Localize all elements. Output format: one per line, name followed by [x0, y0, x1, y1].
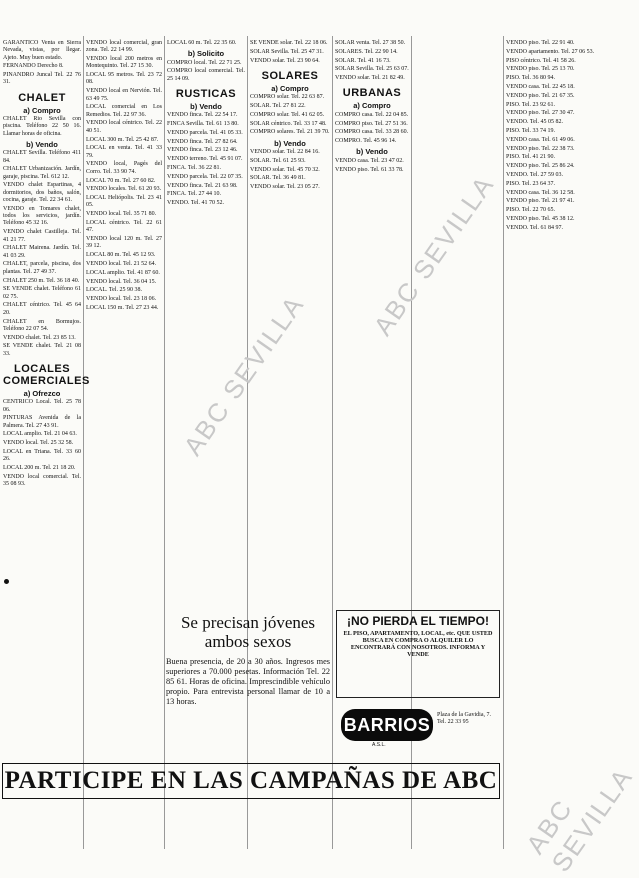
classified-ad: LOCAL amplio. Tel. 21 04 63.: [3, 431, 77, 438]
classified-ad: LOCAL 60 m. Tel. 22 35 60.: [167, 40, 237, 46]
classified-ad: LOCAL 200 m. Tel. 21 18 20.: [3, 465, 76, 472]
classified-ad: PISO. Tel. 33 74 19.: [506, 127, 555, 134]
classified-column-2: [86, 40, 162, 610]
classified-ad: SE VENDE chalet. Teléfono 61 02 75.: [3, 286, 81, 300]
classified-ad: VENDO finca. Tel. 27 82 64.: [167, 138, 238, 145]
classified-ad: VENDO. Tel. 45 05 82.: [506, 119, 563, 126]
classified-ad: VENDO finca. Tel. 21 63 98.: [167, 182, 238, 189]
classified-ad: PINTURAS Avenida de la Palmera. Tel. 27 43 91.: [3, 415, 81, 429]
classified-column-4: [250, 40, 330, 605]
watermark: ABC SEVILLA: [367, 169, 500, 341]
classified-ad: VENDO piso. Tel. 45 38 12.: [506, 215, 575, 222]
jobs-ad-title: Se precisan jóvenes ambos sexos: [180, 613, 316, 651]
subsection-heading: a) Compro: [23, 105, 61, 115]
classified-ad: VENDO finca. Tel. 23 12 46.: [167, 147, 238, 154]
classified-ad: LOCAL amplio. Tel. 41 87 60.: [86, 269, 160, 276]
classified-ad: VENDO terreno. Tel. 45 91 07.: [167, 156, 243, 163]
classified-ad: COMPRO casa. Tel. 22 04 85.: [335, 111, 409, 118]
classified-ad: VENDO local. Tel. 23 18 06.: [86, 296, 157, 303]
classified-ad: LOCAL en Triana. Tel. 33 60 26.: [3, 449, 81, 463]
classified-ad: VENDO local comercial. Tel. 35 08 93.: [3, 473, 81, 488]
classified-ad: VENDO en Tomares chalet, todos los servicios, jardín. Teléfono 45 32 16.: [3, 205, 81, 227]
classified-ad: VENDO chalet. Tel. 23 85 13.: [3, 334, 76, 341]
classified-ad: VENDO piso. Tel. 27 30 47.: [506, 110, 575, 117]
classified-ad: FERNANDO Derecho 8.: [3, 63, 64, 70]
no-pierda-headline: ¡NO PIERDA EL TIEMPO!: [346, 614, 489, 628]
classified-ad: VENDO piso. Tel. 21 67 35.: [506, 92, 575, 99]
classified-ad: PISO. Tel. 36 80 94.: [506, 75, 555, 82]
barrios-address: Plaza de la Gavidia, 7. Tel. 22 33 95: [437, 712, 491, 725]
section-heading: RUSTICAS: [175, 87, 237, 100]
classified-ad: LOCAL Heliópolis. Tel. 23 41 05.: [86, 195, 162, 209]
classified-ad: SOLAR. Tel. 36 49 81.: [250, 175, 306, 182]
classified-ad: VENDO local. Tel. 36 04 15.: [86, 278, 157, 285]
classified-ad: VENDO casa. Tel. 23 47 02.: [335, 157, 404, 164]
classified-ad: CHALET, parcela, piscina, dos plantas. Tel. 27 49 37.: [3, 261, 81, 275]
classified-column-5: [335, 40, 409, 605]
classified-ad: LOCAL 80 m. Tel. 45 12 93.: [86, 252, 156, 259]
classified-ad: VENDO local. Tel. 21 52 64.: [86, 261, 157, 268]
classified-ad: VENDO local, Pagés del Corro. Tel. 33 90 74.: [86, 161, 162, 175]
classified-ad: VENDO local comercial, gran zona. Tel. 22 14 99.: [86, 40, 162, 54]
classified-ad: VENDO solar. Tel. 23 05 27.: [250, 184, 320, 191]
subsection-heading: b) Vendo: [26, 139, 58, 149]
classified-ad: VENDO. Tel. 41 70 52.: [167, 200, 224, 207]
classified-ad: VENDO locales. Tel. 61 20 93.: [86, 186, 162, 193]
classified-ad: VENDO local 120 m. Tel. 27 39 12.: [86, 236, 162, 250]
column-rule: [247, 36, 248, 849]
jobs-ad-body: Buena presencia, de 20 a 30 años. Ingresos mes superiores a 70.000 pesetas. Información Tel. 22 85 61. Horas de oficina. Imprescindible vehículo propio. Para entrevista personal llamar de 10 a 13 horas.: [166, 657, 330, 706]
classified-ad: LOCAL comercial en Los Remedios. Tel. 22 97 36.: [86, 104, 162, 118]
classified-ad: VENDO piso. Tel. 22 91 40.: [506, 40, 575, 46]
no-pierda-body: EL PISO, APARTAMENTO, LOCAL, etc. QUE USTED BUSCA EN COMPRA O ALQUILER LO ENCONTRARÁ CON NOSOTROS. INFORMA Y VENDE: [343, 630, 493, 658]
classified-ad: VENDO casa. Tel. 61 49 06.: [506, 136, 575, 143]
classified-ad: CHALET Mairena. Jardín. Tel. 41 03 29.: [3, 245, 81, 259]
classified-ad: COMPRO casa. Tel. 33 28 60.: [335, 129, 409, 136]
classified-ad: COMPRO local. Tel. 22 71 25.: [167, 59, 242, 66]
subsection-heading: b) Vendo: [274, 138, 306, 148]
classified-ad: SOLAR. Tel. 61 25 93.: [250, 157, 306, 164]
classified-ad: LOCAL 300 m. Tel. 25 42 87.: [86, 136, 159, 143]
section-heading: LOCALES COMERCIALES: [3, 362, 90, 387]
classified-ad: VENDO. Tel. 61 84 97.: [506, 224, 563, 231]
column-rule: [83, 36, 84, 849]
classified-ad: VENDO solar. Tel. 21 82 49.: [335, 75, 405, 82]
classified-ad: VENDO solar. Tel. 45 70 32.: [250, 166, 320, 173]
section-heading: CHALET: [18, 91, 66, 104]
classified-ad: LOCAL en venta. Tel. 41 33 79.: [86, 145, 162, 159]
section-heading: URBANAS: [342, 87, 402, 100]
classified-ad: CHALET Rio Sevilla con piscina. Teléfono 22 50 16. Llamar horas de oficina.: [3, 116, 81, 137]
classified-ad: VENDO piso. Tel. 61 33 78.: [335, 166, 404, 173]
classified-ad: FINCA Sevilla. Tel. 61 13 80.: [167, 121, 239, 128]
classified-ad: LOCAL céntrico. Tel. 22 61 47.: [86, 220, 162, 234]
classified-ad: COMPRO solar. Tel. 41 62 05.: [250, 111, 325, 118]
classified-ad: VENDO piso. Tel. 21 97 41.: [506, 198, 575, 205]
classified-ad: CHALET céntrico. Tel. 45 64 20.: [3, 302, 81, 316]
classified-ad: VENDO local. Tel. 35 71 80.: [86, 211, 157, 218]
column-rule: [332, 36, 333, 849]
classified-ad: VENDO parcela. Tel. 22 07 35.: [167, 173, 243, 180]
classified-column-3: [167, 40, 245, 610]
section-heading: SOLARES: [261, 69, 319, 82]
classified-ad: VENDO piso. Tel. 25 86 24.: [506, 163, 575, 170]
classified-ad: LOCAL 70 m. Tel. 27 60 82.: [86, 177, 156, 184]
classified-ad: VENDO. Tel. 27 59 03.: [506, 171, 563, 178]
classified-ad: COMPRO local comercial. Tel. 25 14 09.: [167, 68, 245, 82]
classified-ad: PISO. Tel. 23 92 61.: [506, 101, 555, 108]
classified-ad: CHALET en Bormujos. Teléfono 22 07 54.: [3, 318, 81, 332]
classified-ad: PINANDRO Juncal Tel. 22 76 31.: [3, 72, 81, 86]
classified-ad: CHALET 250 m. Tel. 36 18 40.: [3, 277, 80, 284]
classified-ad: LOCAL. Tel. 25 90 38.: [86, 287, 142, 294]
classified-ad: VENDO chalet Espartinas, 4 dormitorios, dos baños, salón, cocina, garaje. Tel. 22 34 61.: [3, 182, 81, 204]
classified-ad: VENDO local. Tel. 25 32 58.: [3, 440, 74, 447]
classified-ad: GARANTICO Venta en Sierra Nevada, vistas, por llegar. Ajeto. Muy buen estado.: [3, 40, 81, 61]
subsection-heading: a) Compro: [353, 101, 391, 111]
classified-ad: VENDO solar. Tel. 22 84 16.: [250, 148, 320, 155]
abc-banner: PARTICIPE EN LAS CAMPAÑAS DE ABC: [2, 763, 500, 799]
classified-ad: CHALET Sevilla. Teléfono 411 84.: [3, 150, 81, 164]
classified-ad: SE VENDE chalet. Tel. 21 08 33.: [3, 343, 81, 357]
classified-ad: VENDO parcela. Tel. 41 05 33.: [167, 129, 243, 136]
classified-ad: SOLAR céntrico. Tel. 33 17 48.: [250, 120, 327, 127]
classified-ad: PISO. Tel. 23 64 37.: [506, 180, 555, 187]
classified-ad: VENDO local céntrico. Tel. 22 40 51.: [86, 120, 162, 134]
classified-column-1: [3, 40, 90, 760]
subsection-heading: a) Ofrezco: [23, 388, 61, 398]
classified-ad: LOCAL 150 m. Tel. 27 23 44.: [86, 305, 159, 311]
classified-ad: VENDO apartamento. Tel. 27 06 53.: [506, 48, 595, 55]
classified-ad: VENDO casa. Tel. 22 45 18.: [506, 83, 575, 90]
no-pierda-ad: [336, 610, 500, 698]
classified-ad: COMPRO. Tel. 45 96 14.: [335, 138, 397, 145]
classified-ad: PISO céntrico. Tel. 41 58 26.: [506, 57, 576, 64]
watermark: ABC SEVILLA: [177, 289, 310, 461]
barrios-sub: A.S.L.: [372, 742, 386, 748]
bullet-marker: [4, 579, 9, 584]
subsection-heading: a) Compro: [271, 83, 309, 93]
subsection-heading: b) Solicito: [187, 49, 225, 59]
classified-ad: LOCAL 95 metros. Tel. 23 72 08.: [86, 72, 162, 86]
classified-ad: SOLAR Sevilla. Tel. 25 63 07.: [335, 66, 409, 73]
classified-ad: VENDO casa. Tel. 36 12 58.: [506, 189, 575, 196]
column-rule: [164, 36, 165, 849]
subsection-heading: b) Vendo: [190, 101, 222, 111]
classified-ad: CENTRICO Local. Tel. 25 78 06.: [3, 399, 81, 413]
classified-ad: SOLARES. Tel. 22 90 14.: [335, 48, 398, 55]
classified-ad: SOLAR venta. Tel. 27 38 50.: [335, 40, 406, 46]
classified-ad: COMPRO solares. Tel. 21 39 70.: [250, 129, 330, 136]
classified-ad: VENDO chalet Castilleja. Tel. 41 21 77.: [3, 229, 81, 243]
classified-ad: VENDO piso. Tel. 25 13 70.: [506, 66, 575, 73]
classified-ad: SOLAR. Tel. 27 81 22.: [250, 102, 306, 109]
classified-ad: VENDO solar. Tel. 23 90 64.: [250, 57, 320, 64]
classified-column-6: [506, 40, 618, 800]
classified-ad: PISO. Tel. 22 70 65.: [506, 207, 555, 214]
classified-ad: SE VENDE solar. Tel. 22 18 06.: [250, 40, 328, 46]
classified-ad: COMPRO solar. Tel. 22 63 87.: [250, 94, 325, 101]
subsection-heading: b) Vendo: [356, 147, 388, 157]
classified-ad: SOLAR. Tel. 41 16 73.: [335, 57, 391, 64]
classified-ad: CHALET Urbanización. Jardín, garaje, piscina. Tel. 612 12.: [3, 166, 81, 180]
classified-ad: VENDO piso. Tel. 22 38 73.: [506, 145, 575, 152]
barrios-logo: BARRIOS: [341, 709, 433, 741]
jobs-ad: [166, 613, 330, 707]
classified-ad: FINCA. Tel. 27 44 10.: [167, 191, 221, 198]
classified-ad: VENDO local 200 metros en Montequinto. Tel. 27 15 30.: [86, 56, 162, 70]
classified-ad: FINCA. Tel. 36 22 81.: [167, 165, 221, 172]
classified-ad: COMPRO piso. Tel. 27 51 36.: [335, 120, 408, 127]
classified-ad: PISO. Tel. 41 21 90.: [506, 154, 555, 161]
classified-ad: VENDO finca. Tel. 22 54 17.: [167, 112, 238, 119]
classified-ad: SOLAR Sevilla. Tel. 25 47 31.: [250, 48, 324, 55]
watermark: ABC SEVILLA: [520, 762, 639, 878]
classified-ad: VENDO local en Nervión. Tel. 63 49 75.: [86, 88, 162, 102]
column-rule: [503, 36, 504, 849]
